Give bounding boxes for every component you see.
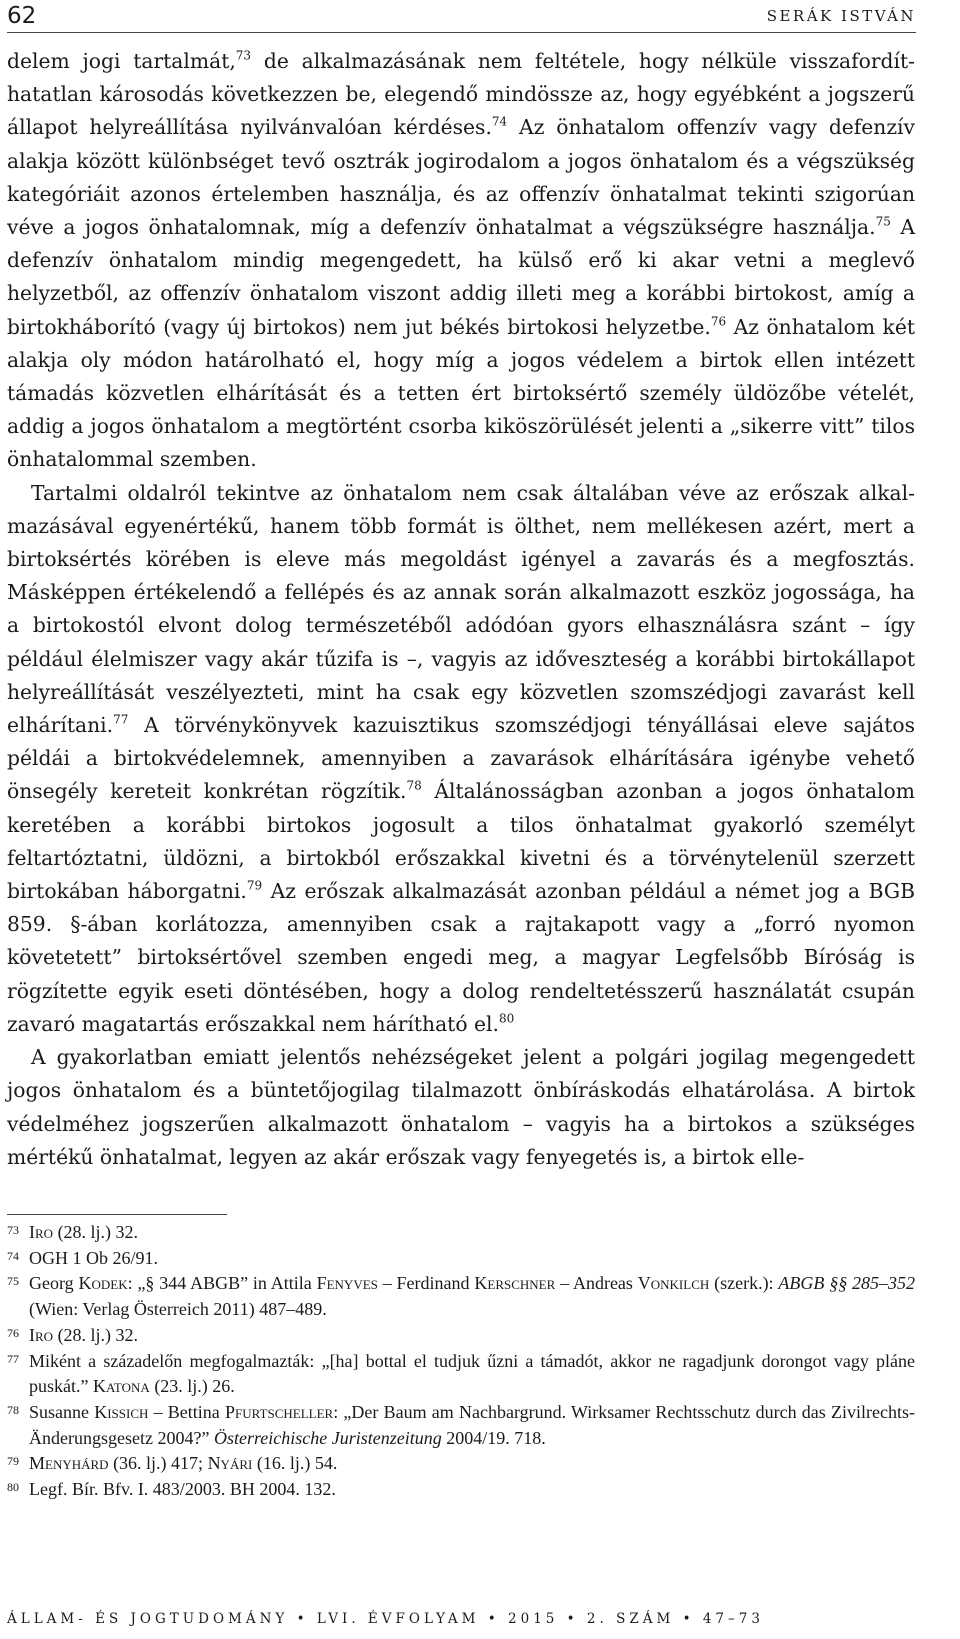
- footnote-run: OGH 1 Ob 26/91.: [29, 1247, 158, 1268]
- footnote-ref: 77: [113, 712, 129, 727]
- text-run: A defenzív önhatalom mindig megengedett, ha külső erő ki akar vetni a meglevő helyzetből, az offenzív önhatalom viszont addig illeti meg a korábbi birtokost, amíg a birtokháborító (vagy új birtokos) nem jut békés birtokosi helyzetbe.: [7, 215, 915, 339]
- footnote-run: Georg: [29, 1273, 79, 1294]
- footnotes: [7, 1220, 915, 1503]
- footnote-run: (16. lj.) 54.: [252, 1453, 338, 1474]
- footnote-ref: 78: [406, 779, 422, 794]
- footnote-number: 80: [7, 1480, 19, 1495]
- cited-author: Kissich: [94, 1401, 149, 1422]
- footnote-number: 73: [7, 1223, 19, 1237]
- footnote-number: 78: [7, 1402, 19, 1417]
- paragraph-2: [7, 477, 915, 1041]
- footnote-number: 74: [7, 1248, 19, 1263]
- footnote-text: [29, 1220, 915, 1246]
- cited-author: Nyári: [207, 1453, 253, 1474]
- footnote-run: : „§ 344 ABGB” in Attila: [127, 1273, 317, 1294]
- cited-author: Vonkilch: [637, 1273, 710, 1294]
- text-run: Az erőszak alkalmazását azonban például a német jog a BGB 859. §-ában korlátozza, amennyiben csak a rajtakapott vagy a „forró nyomon követetett” birtoksértővel szemben engedi meg, a magyar Legfelsőbb Bíróság is rögzítette egyik eseti döntésében, hogy a dolog rendeltetésszerű használatát csupán zavaró magatartás erőszakkal nem hárítható el.: [7, 879, 915, 1036]
- footnote: [7, 1246, 915, 1272]
- cited-author: Pfurtscheller: [225, 1401, 334, 1422]
- footnote-number: 75: [7, 1274, 19, 1289]
- cited-author: Iro: [29, 1222, 54, 1242]
- cited-title: Österreichische Juristenzeitung: [213, 1427, 442, 1448]
- cited-author: Kerschner: [474, 1273, 556, 1294]
- footnote: [7, 1400, 915, 1451]
- footnote-ref: 74: [491, 115, 508, 130]
- cited-author: Katona: [92, 1376, 150, 1397]
- text-run: Az önhatalom offenzív vagy defenzív alakja között különbséget tevő osztrák jogirodalom a jogos önhatalom és a végszükség kategóriáit azonos értelemben használja, és az offenzív önhatalmat tekinti szigorúan véve a jogos önhatalomnak, míg a defenzív önhatalmat a végszükségre használja.: [7, 115, 915, 240]
- footnote-ref: 73: [235, 48, 252, 63]
- footnote-text: [29, 1323, 915, 1349]
- footnote: [7, 1451, 915, 1477]
- footnote: [7, 1477, 915, 1503]
- footnote-text: [29, 1477, 915, 1503]
- footnote-ref: 76: [710, 314, 727, 329]
- footnote-run: 2004/19. 718.: [441, 1427, 546, 1448]
- paragraph-3: A gyakorlatban emiatt jelentős nehézségeket jelent a polgári jogilag megengedett jogos önhatalom és a büntetőjogilag tilalmazott önbíráskodás elhatárolása. A birtok védelméhez jogszerűen alkalmazott önhatalom – vagyis ha a birtokos a szükséges mértékű önhatalmat, legyen az akár erőszak vagy fenyegetés is, a birtok elle-: [7, 1045, 915, 1169]
- text-run: de alkalmazásának nem feltétele, hogy nélküle visszafordíthatatlan károsodás következzen be, elegendő mindössze az, hogy egyébként a jogszerű állapot helyreállítása nyilvánvalóan kérdéses.: [7, 49, 915, 140]
- footnote-run: (28. lj.) 32.: [53, 1324, 139, 1345]
- footnote-run: (36. lj.) 417;: [108, 1453, 208, 1474]
- text-run: Általánosságban azonban a jogos önhatalom keretében a korábbi birtokos jogosult a tilos önhatalmat gyakorló személyt feltartóztatni, üldözni, a birtokból erőszakkal kivetni és a törvénytelenül szerzett birtokában háborgatni.: [7, 779, 915, 904]
- footnote-run: – Ferdinand: [377, 1273, 475, 1294]
- footnote-number: 76: [7, 1325, 19, 1340]
- footnote-run: (Wien: Verlag Österreich 2011) 487–489.: [29, 1299, 327, 1320]
- body-text: [7, 45, 915, 1174]
- text-run: A törvénykönyvek kazuisztikus szomszédjogi tényállásai eleve sajátos példái a birtokvédelemnek, amennyiben a zavarások elhárítására igénybe vehető önsegély kereteit konkrétan rögzítik.: [7, 713, 915, 804]
- footnote: [7, 1349, 915, 1400]
- running-author: SERÁK ISTVÁN: [766, 7, 916, 25]
- page-number: 62: [7, 3, 37, 29]
- text-run: Tartalmi oldalról tekintve az önhatalom nem csak általában véve az erőszak alkalmazásával egyenértékű, hanem több formát is ölthet, nem mellékesen azért, mert a birtoksértés körében is eleve más megoldást igényel a zavarás és a megfosztás. Másképpen értékelendő a fellépés és az annak során alkalmazott eszköz jogossága, ha a birtokostól elvont dolog természetéből adódóan gyors elhasználásra szánt – így például élelmiszer vagy akár tűzifa is –, vagyis az időveszteség a korábbi birtokállapot helyreállítását veszélyezteti, mint ha csak egy közvetlen szomszédjogi zavarást kell elhárítani.: [7, 480, 915, 738]
- footnote-run: Legf. Bír. Bfv. I. 483/2003. BH 2004. 132.: [29, 1479, 336, 1500]
- footnote-ref: 79: [246, 878, 263, 893]
- footnote-ref: 80: [498, 1011, 515, 1026]
- footnote-text: [29, 1349, 915, 1400]
- footnote-text: [29, 1246, 915, 1272]
- journal-footer: ÁLLAM- ÉS JOGTUDOMÁNY • LVI. ÉVFOLYAM • 2015 • 2. SZÁM • 47–73: [7, 1611, 764, 1627]
- footnote-run: Susanne: [29, 1401, 95, 1422]
- paragraph-1: [7, 45, 915, 477]
- footnote-number: 77: [7, 1351, 19, 1366]
- footnote: [7, 1323, 915, 1349]
- footnote-run: – Bettina: [148, 1401, 225, 1422]
- running-header: [7, 0, 916, 33]
- footnote-text: [29, 1400, 915, 1451]
- text-run: Az önhatalom két alakja oly módon határolható el, hogy míg a jogos védelem a birtok ellen intézett támadás közvetlen elhárítását és a tetten ért birtoksértő személy üldözőbe vételét, addig a jogos önhatalom a megtörtént csorba kiköszörülését jelenti a „sikerre vitt” tilos önhatalommal szemben.: [7, 314, 915, 472]
- footnote-text: [29, 1271, 915, 1322]
- footnote: [7, 1220, 915, 1246]
- cited-title: ABGB §§ 285–352: [778, 1273, 916, 1294]
- footnote-run: (23. lj.) 26.: [149, 1376, 235, 1397]
- footnote-run: (szerk.):: [709, 1273, 779, 1294]
- footnote-run: – Andreas: [555, 1273, 638, 1294]
- footnote-separator: [7, 1214, 227, 1215]
- footnote: [7, 1271, 915, 1322]
- footnote-text: [29, 1451, 915, 1477]
- cited-author: Menyhárd: [29, 1453, 109, 1474]
- cited-author: Iro: [29, 1324, 54, 1345]
- footnote-run: Miként a századelőn megfogalmazták: „[ha] bottal el tudjuk űzni a támadót, akkor ne ragadjunk dorongot vagy pláne puskát.”: [29, 1350, 915, 1397]
- cited-author: Kodek: [78, 1273, 128, 1294]
- footnote-run: : „Der Baum am Nachbargrund. Wirksamer Rechtsschutz durch das Zivilrechts-Änderungsgesetz 2004?”: [29, 1401, 915, 1448]
- cited-author: Fenyves: [316, 1273, 378, 1294]
- footnote-number: 79: [7, 1454, 19, 1469]
- text-run: delem jogi tartalmát,: [7, 49, 236, 73]
- footnote-run: (28. lj.) 32.: [53, 1222, 139, 1242]
- footnote-ref: 75: [875, 214, 891, 229]
